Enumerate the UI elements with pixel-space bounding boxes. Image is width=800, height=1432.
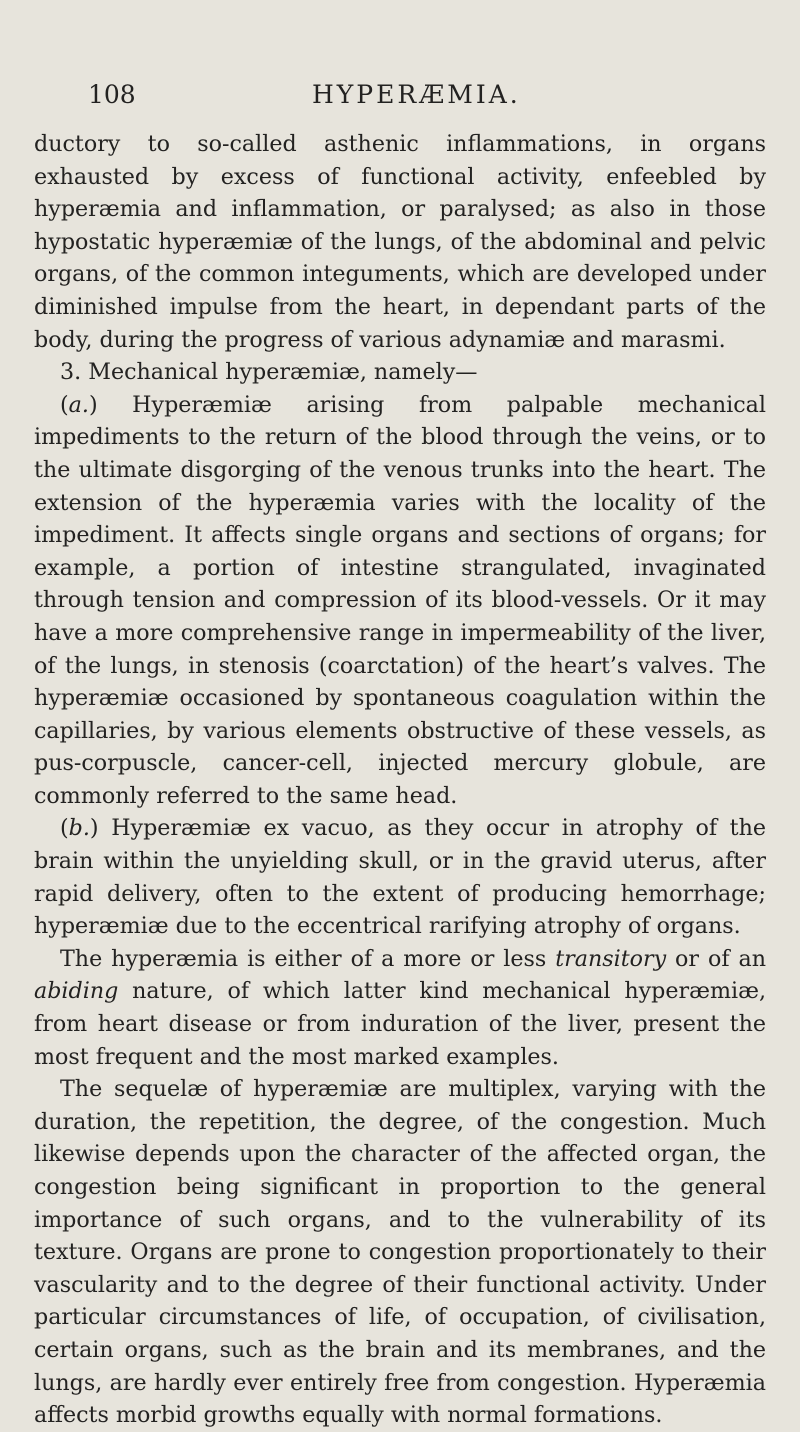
running-title: HYPERÆMIA. <box>312 80 521 109</box>
italic-run: abiding <box>34 978 119 1005</box>
paragraph <box>34 1073 766 1432</box>
text-run: or of an <box>666 945 766 972</box>
text-run: ductory to so-called asthenic inflammations, in organs exhausted by excess of functional activity, enfeebled by hyperæmia and inflammation, or paralysed; as also in those hypostatic hyperæmiæ of the lungs, of the abdominal and pelvic organs, of the common integuments, which are developed under diminished impulse from the heart, in dependant parts of the body, during the progress of various adynamiæ and marasmi. <box>34 131 766 353</box>
text-run: The hyperæmia is either of a more or less <box>60 945 556 972</box>
italic-run: a. <box>68 391 89 418</box>
paragraph <box>34 812 766 942</box>
paragraph <box>34 356 766 389</box>
text-run: 3. Mechanical hyperæmiæ, namely— <box>60 359 478 386</box>
text-run: ( <box>60 391 69 418</box>
text-run: nature, of which latter kind mechanical hyperæmiæ, from heart disease or from induration of the liver, present the most frequent and the most marked examples. <box>34 978 766 1070</box>
text-run: The sequelæ of hyperæmiæ are multiplex, varying with the duration, the repetition, the degree, of the congestion. Much likewise depends upon the character of the affected organ, the congestion being significant in proportion to the general importance of such organs, and to the vulnerability of its texture. Organs are prone to congestion proportionately to their vascularity and to the degree of their functional activity. Under particular circumstances of life, of occupation, of civilisation, certain organs, such as the brain and its membranes, and the lungs, are hardly ever entirely free from congestion. Hyperæmia affects morbid growths equally with normal formations. <box>34 1076 766 1429</box>
italic-run: transitory <box>555 945 667 972</box>
page-number: 108 <box>88 80 136 109</box>
text-run: ) Hyperæmiæ ex vacuo, as they occur in atrophy of the brain within the unyielding skull, or in the gravid uterus, after rapid delivery, often to the extent of producing hemorrhage; hyperæmiæ due to the eccentrical rarifying atrophy of organs. <box>34 815 766 940</box>
paragraph <box>34 128 766 356</box>
paragraph <box>34 943 766 1073</box>
paragraph <box>34 389 766 813</box>
text-run: ) Hyperæmiæ arising from palpable mechanical impediments to the return of the blood through the veins, or to the ultimate disgorging of the venous trunks into the heart. The extension of the hyperæmia varies with the locality of the impediment. It affects single organs and sections of organs; for example, a portion of intestine strangulated, invaginated through tension and compression of its blood-vessels. Or it may have a more comprehensive range in impermeability of the liver, of the lungs, in stenosis (coarctation) of the heart’s valves. The hyperæmiæ occasioned by spontaneous coagulation within the capillaries, by various elements obstructive of these vessels, as pus-corpuscle, cancer-cell, injected mercury globule, are commonly referred to the same head. <box>34 391 766 809</box>
italic-run: b. <box>68 815 90 842</box>
text-run: ( <box>60 815 69 842</box>
body-text <box>34 128 766 1432</box>
